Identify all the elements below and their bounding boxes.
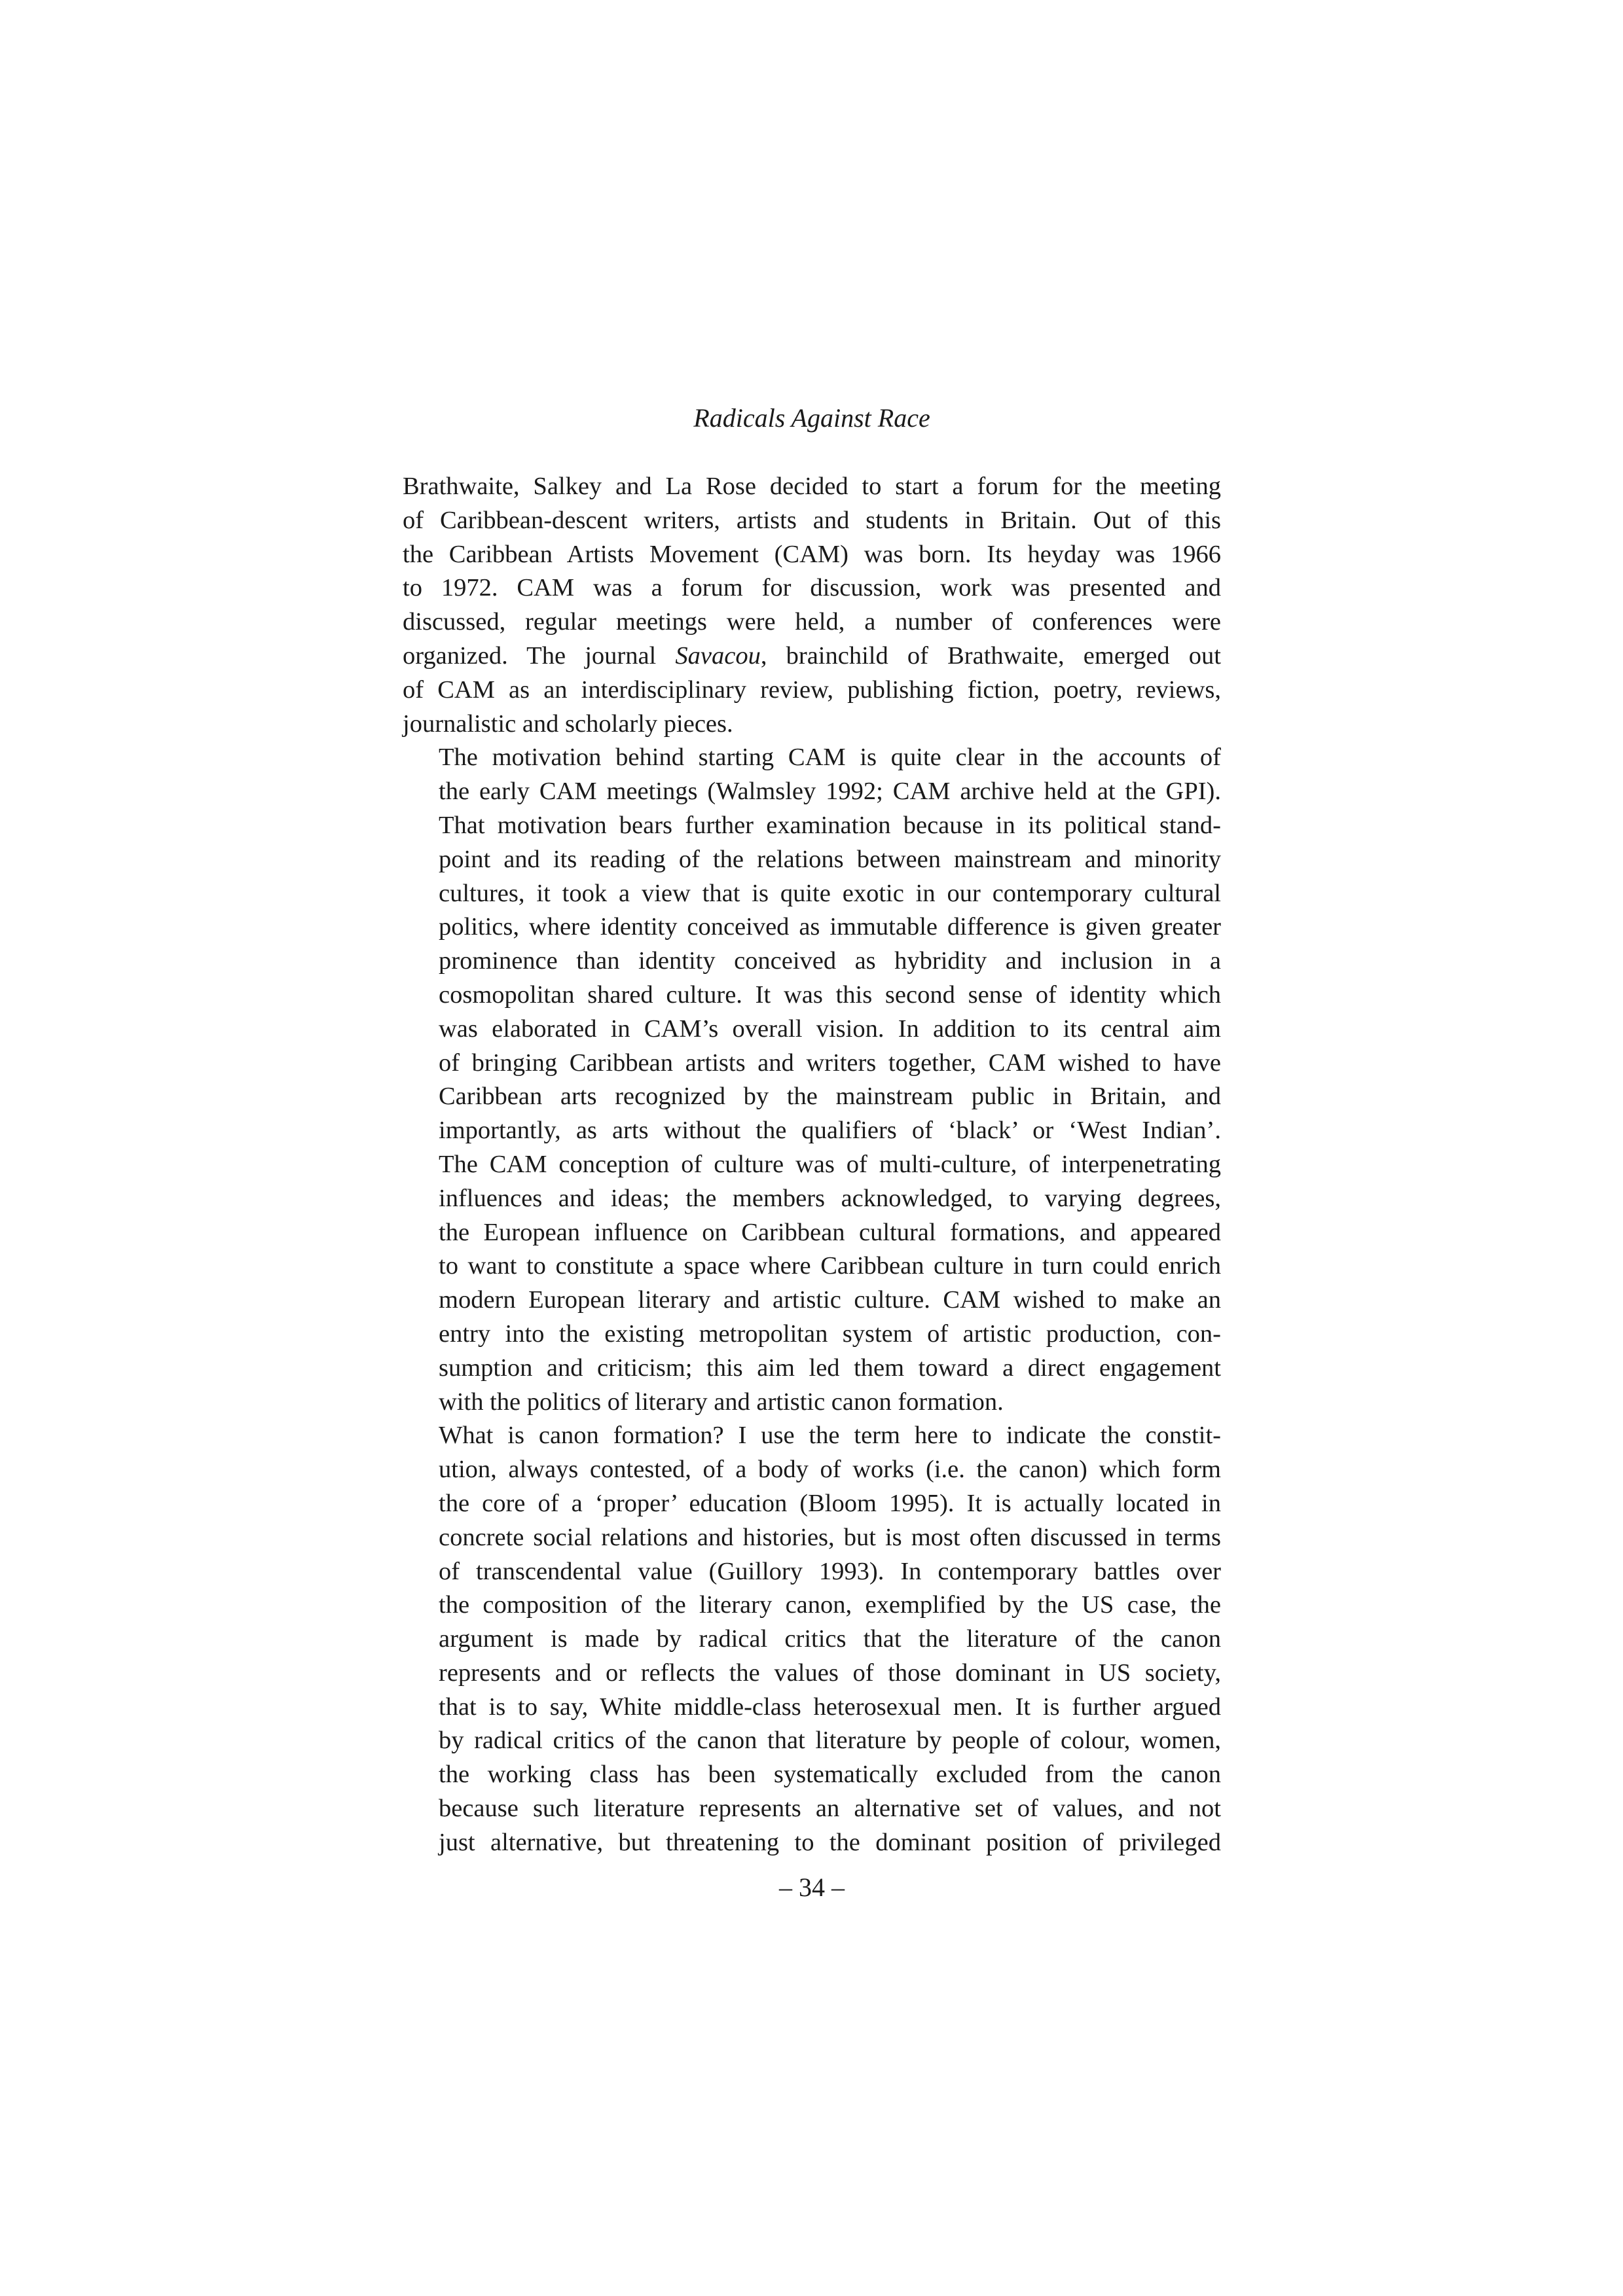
text-line: the composition of the literary canon, exemplified by the US case, the [439, 1591, 1221, 1619]
text-line: the core of a ‘proper’ education (Bloom 1995). It is actually located in [439, 1489, 1221, 1517]
text-line: importantly, as arts without the qualifiers of ‘black’ or ‘West Indian’. [439, 1117, 1221, 1145]
text-line: of CAM as an interdisciplinary review, publishing fiction, poetry, reviews, [403, 675, 1221, 704]
text-line: What is canon formation? I use the term here to indicate the constit- [439, 1422, 1221, 1450]
text-line: concrete social relations and histories, but is most often discussed in terms [439, 1523, 1221, 1551]
text-line: point and its reading of the relations between mainstream and minority [439, 845, 1221, 873]
body-text [403, 470, 1221, 1860]
text-line: to 1972. CAM was a forum for discussion, work was presented and [403, 574, 1221, 602]
text-line: of bringing Caribbean artists and writers together, CAM wished to have [439, 1049, 1221, 1077]
text-line: Caribbean arts recognized by the mainstream public in Britain, and [439, 1083, 1221, 1111]
text-line: by radical critics of the canon that literature by people of colour, women, [439, 1727, 1221, 1755]
text-line: journalistic and scholarly pieces. [403, 709, 733, 738]
text-line: was elaborated in CAM’s overall vision. In addition to its central aim [439, 1014, 1221, 1043]
text-segment: , brainchild of Brathwaite, emerged out [760, 641, 1221, 670]
text-line: argument is made by radical critics that the literature of the canon [439, 1625, 1221, 1653]
text-line: modern European literary and artistic culture. CAM wished to make an [439, 1286, 1221, 1314]
text-line: the Caribbean Artists Movement (CAM) was born. Its heyday was 1966 [403, 540, 1221, 568]
text-line [403, 639, 1221, 673]
text-line: that is to say, White middle-class heterosexual men. It is further argued [439, 1693, 1221, 1721]
journal-title: Savacou [675, 641, 761, 670]
paragraph-3 [403, 1419, 1221, 1859]
text-line: cosmopolitan shared culture. It was this second sense of identity which [439, 980, 1221, 1009]
text-line: Brathwaite, Salkey and La Rose decided to start a forum for the meeting [403, 473, 1221, 500]
text-segment: organized. The journal [403, 641, 676, 670]
text-line: The CAM conception of culture was of multi-culture, of interpenetrating [439, 1150, 1221, 1178]
text-line: That motivation bears further examination because in its political stand- [439, 811, 1221, 839]
text-line: of transcendental value (Guillory 1993). In contemporary battles over [439, 1557, 1221, 1585]
text-line: to want to constitute a space where Caribbean culture in turn could enrich [439, 1252, 1221, 1280]
text-line: of Caribbean-descent writers, artists and students in Britain. Out of this [403, 506, 1221, 534]
text-line: represents and or reflects the values of those dominant in US society, [439, 1659, 1221, 1687]
text-line: sumption and criticism; this aim led them toward a direct engagement [439, 1354, 1221, 1382]
text-line: discussed, regular meetings were held, a number of conferences were [403, 608, 1221, 636]
text-line: cultures, it took a view that is quite exotic in our contemporary cultural [439, 879, 1221, 907]
text-line: entry into the existing metropolitan system of artistic production, con- [439, 1319, 1221, 1348]
text-line: with the politics of literary and artistic canon formation. [439, 1388, 1004, 1416]
text-line: prominence than identity conceived as hybridity and inclusion in a [439, 947, 1221, 975]
paragraph-2 [403, 741, 1221, 1419]
text-line: ution, always contested, of a body of works (i.e. the canon) which form [439, 1456, 1221, 1484]
text-line: influences and ideas; the members acknowledged, to varying degrees, [439, 1184, 1221, 1212]
text-line: because such literature represents an alternative set of values, and not [439, 1795, 1221, 1823]
paragraph-1 [403, 470, 1221, 741]
page-number: – 34 – [779, 1873, 845, 1902]
text-line: politics, where identity conceived as immutable difference is given greater [439, 913, 1221, 941]
running-title: Radicals Against Race [693, 403, 930, 433]
text-line: The motivation behind starting CAM is quite clear in the accounts of [439, 744, 1221, 772]
text-line: the working class has been systematically excluded from the canon [439, 1761, 1221, 1789]
text-line: just alternative, but threatening to the dominant position of privileged [439, 1828, 1221, 1856]
text-line: the early CAM meetings (Walmsley 1992; CAM archive held at the GPI). [439, 778, 1221, 806]
text-line: the European influence on Caribbean cultural formations, and appeared [439, 1218, 1221, 1246]
